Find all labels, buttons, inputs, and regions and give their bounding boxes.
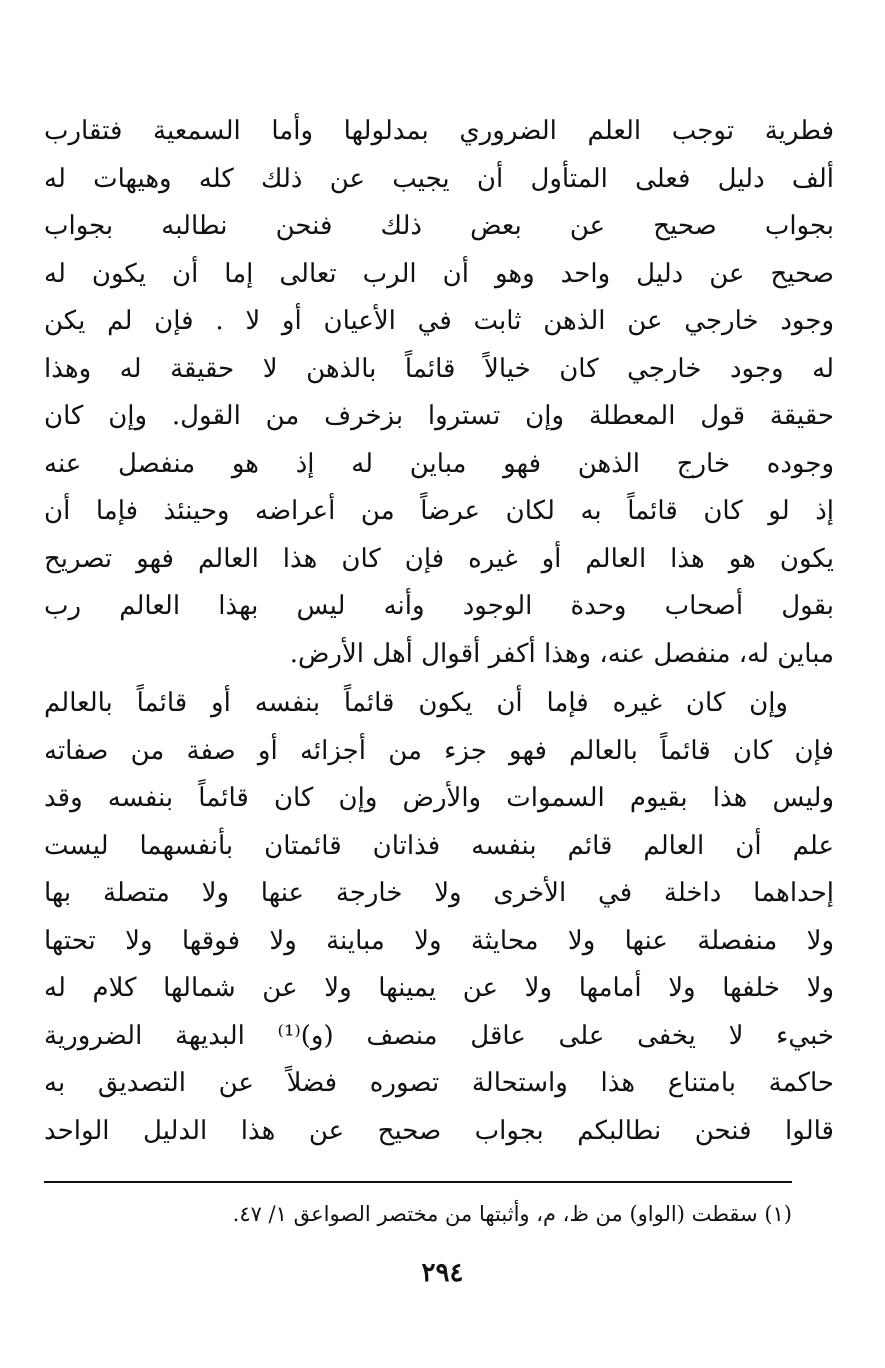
text-line: وجوده خارج الذهن فهو مباين له إذ هو منفصل عنه — [44, 448, 834, 479]
text-line: وجود خارجي عن الذهن ثابت في الأعيان أو لا . فإن لم يكن — [44, 306, 834, 336]
text-line: له وجود خارجي كان خيالاً قائماً بالذهن لا حقيقة له وهذا — [44, 353, 834, 384]
paragraph-2 — [44, 680, 834, 1155]
text-line: بقول أصحاب وحدة الوجود وأنه ليس بهذا العالم رب — [44, 591, 834, 621]
text-line: فإن كان قائماً بالعالم فهو جزء من أجزائه أو صفة من صفاته — [44, 735, 834, 766]
text-line: يكون هو هذا العالم أو غيره فإن كان هذا العالم فهو تصريح — [44, 543, 834, 574]
text-line: ولا منفصلة عنها ولا محايثة ولا مباينة ولا فوقها ولا تحتها — [44, 925, 834, 956]
text-line: خبيء لا يخفى على عاقل منصف (و)⁽¹⁾ البديهة الضرورية — [44, 1020, 834, 1051]
page-number: ٢٩٤ — [421, 1258, 464, 1288]
footnote: (١) سقطت (الواو) من ظ، م، وأثبتها من مختصر الصواعق ١/ ٤٧. — [232, 1202, 792, 1226]
text-line: علم أن العالم قائم بنفسه فذاتان قائمتان بأنفسهما ليست — [44, 830, 834, 861]
text-line: وإن كان غيره فإما أن يكون قائماً بنفسه أو قائماً بالعالم — [44, 688, 788, 718]
text-line: حقيقة قول المعطلة وإن تستروا بزخرف من القول. وإن كان — [44, 401, 834, 431]
text-line: مباين له، منفصل عنه، وهذا أكفر أقوال أهل الأرض. — [289, 638, 834, 669]
text-line: إذ لو كان قائماً به لكان عرضاً من أعراضه وحينئذ فإما أن — [44, 496, 834, 526]
text-line: حاكمة بامتناع هذا واستحالة تصوره فضلاً عن التصديق به — [44, 1068, 834, 1098]
text-line: صحيح عن دليل واحد وهو أن الرب تعالى إما أن يكون له — [44, 258, 834, 289]
text-line: قالوا فنحن نطالبكم بجواب صحيح عن هذا الدليل الواحد — [44, 1115, 834, 1146]
footnote-divider — [44, 1181, 792, 1183]
text-line: ألف دليل فعلى المتأول أن يجيب عن ذلك كله وهيهات له — [44, 163, 834, 194]
text-line: فطرية توجب العلم الضروري بمدلولها وأما السمعية فتقارب — [44, 116, 834, 146]
text-line: بجواب صحيح عن بعض ذلك فنحن نطالبه بجواب — [44, 211, 834, 241]
paragraph-1 — [44, 108, 834, 678]
text-line: ولا خلفها ولا أمامها ولا عن يمينها ولا عن شمالها كلام له — [44, 973, 834, 1003]
text-line: وليس هذا بقيوم السموات والأرض وإن كان قائماً بنفسه وقد — [44, 783, 834, 813]
text-line: إحداهما داخلة في الأخرى ولا خارجة عنها ولا متصلة بها — [44, 878, 834, 908]
